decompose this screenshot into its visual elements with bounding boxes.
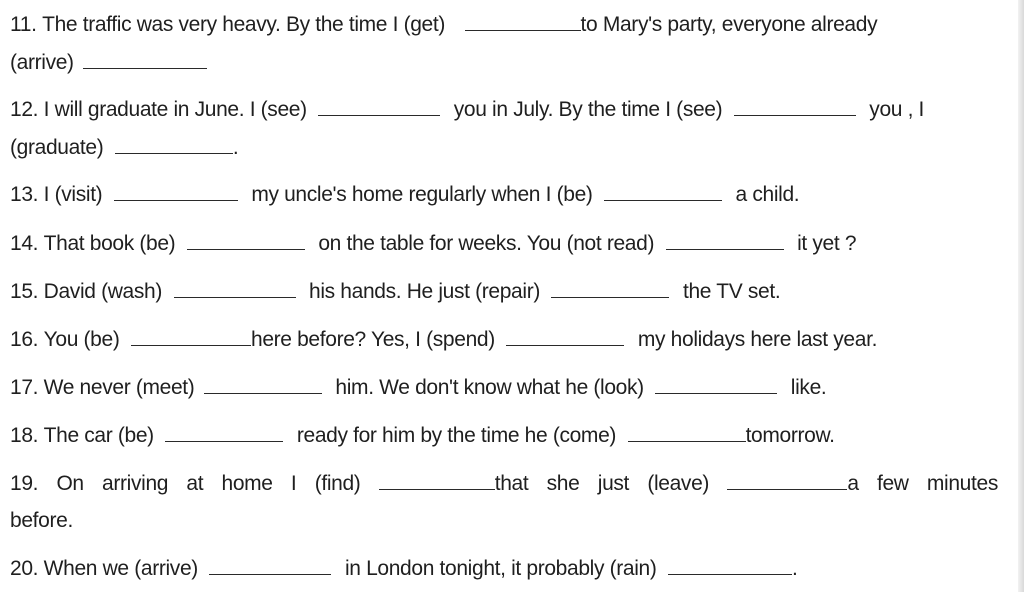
exercise-number: 11. xyxy=(10,13,37,36)
exercise-15-line xyxy=(10,279,780,305)
exercise-text: before. xyxy=(10,509,73,532)
exercise-text: (graduate) xyxy=(10,136,104,159)
exercise-19-line-1 xyxy=(10,471,998,497)
exercise-text: just xyxy=(597,472,630,495)
exercise-text: my holidays here last year. xyxy=(637,328,878,351)
exercise-number: 18. xyxy=(10,424,39,447)
answer-blank[interactable] xyxy=(666,231,784,250)
exercise-number: 17. xyxy=(10,376,39,399)
exercise-text: When we (arrive) xyxy=(43,557,198,580)
exercise-text: here before? Yes, I (spend) xyxy=(250,328,495,351)
answer-blank[interactable] xyxy=(465,12,581,31)
exercise-text: ready for him by the time he (come) xyxy=(296,424,617,447)
exercise-text: I xyxy=(290,472,297,495)
exercise-text: That book (be) xyxy=(43,232,176,255)
exercise-text: tomorrow. xyxy=(745,424,835,447)
exercise-text: (leave) xyxy=(647,472,710,495)
exercise-text: in London tonight, it probably (rain) xyxy=(344,557,657,580)
exercise-18-line xyxy=(10,423,835,449)
exercise-text: . xyxy=(232,136,239,159)
exercise-text: at xyxy=(186,472,204,495)
exercise-16-line xyxy=(10,327,877,353)
exercise-17-line xyxy=(10,375,826,401)
exercise-text: We never (meet) xyxy=(43,376,195,399)
exercise-text: you , I xyxy=(869,98,925,121)
answer-blank[interactable] xyxy=(209,556,331,575)
exercise-text: minutes xyxy=(926,472,998,495)
exercise-number: 14. xyxy=(10,232,39,255)
answer-blank[interactable] xyxy=(379,471,495,490)
answer-blank[interactable] xyxy=(668,556,792,575)
exercise-13-line xyxy=(10,182,799,208)
exercise-text: David (wash) xyxy=(43,280,162,303)
answer-blank[interactable] xyxy=(83,50,207,69)
exercise-text: you in July. By the time I (see) xyxy=(453,98,723,121)
exercise-text: On xyxy=(56,472,84,495)
exercise-number: 13. xyxy=(10,183,39,206)
exercise-text: my uncle's home regularly when I (be) xyxy=(251,183,593,206)
exercise-text: him. We don't know what he (look) xyxy=(335,376,644,399)
answer-blank[interactable] xyxy=(655,375,777,394)
exercise-text: to Mary's party, everyone already xyxy=(580,13,878,36)
exercise-text: I (visit) xyxy=(43,183,103,206)
answer-blank[interactable] xyxy=(604,182,722,201)
answer-blank[interactable] xyxy=(204,375,322,394)
exercise-19-line-2 xyxy=(10,508,73,534)
exercise-20-line xyxy=(10,556,798,582)
answer-blank[interactable] xyxy=(174,279,296,298)
exercise-14-line xyxy=(10,231,856,257)
exercise-text: on the table for weeks. You (not read) xyxy=(318,232,655,255)
exercise-number: 19. xyxy=(10,472,39,495)
answer-blank[interactable] xyxy=(114,182,238,201)
answer-blank[interactable] xyxy=(131,327,251,346)
exercise-11-line-2 xyxy=(10,50,207,76)
exercise-number: 16. xyxy=(10,328,39,351)
exercise-text: (arrive) xyxy=(10,51,74,74)
answer-blank[interactable] xyxy=(187,231,305,250)
exercise-text: like. xyxy=(790,376,827,399)
exercise-text: the TV set. xyxy=(682,280,781,303)
exercise-text: (find) xyxy=(314,472,361,495)
exercise-text: it yet ? xyxy=(797,232,857,255)
page-edge-shadow xyxy=(1018,0,1024,592)
exercise-text: You (be) xyxy=(43,328,120,351)
exercise-text: his hands. He just (repair) xyxy=(309,280,540,303)
exercise-text: The traffic was very heavy. By the time I (get) xyxy=(42,13,446,36)
exercise-text: arriving xyxy=(102,472,169,495)
exercise-text: The car (be) xyxy=(43,424,154,447)
exercise-number: 15. xyxy=(10,280,39,303)
exercise-text: she xyxy=(546,472,580,495)
answer-blank[interactable] xyxy=(628,423,746,442)
exercise-text: a xyxy=(847,472,859,495)
answer-blank[interactable] xyxy=(727,471,847,490)
answer-blank[interactable] xyxy=(734,97,856,116)
exercise-text: . xyxy=(792,557,798,580)
exercise-number: 20. xyxy=(10,557,39,580)
answer-blank[interactable] xyxy=(165,423,283,442)
answer-blank[interactable] xyxy=(318,97,440,116)
exercise-text: I will graduate in June. I (see) xyxy=(43,98,307,121)
exercise-text: a child. xyxy=(735,183,800,206)
answer-blank[interactable] xyxy=(551,279,669,298)
exercise-12-line-2 xyxy=(10,135,238,161)
exercise-text: home xyxy=(221,472,273,495)
exercise-text: few xyxy=(876,472,909,495)
exercise-12-line-1 xyxy=(10,97,924,123)
answer-blank[interactable] xyxy=(506,327,624,346)
answer-blank[interactable] xyxy=(115,135,233,154)
exercise-text: that xyxy=(494,472,529,495)
exercise-11-line-1 xyxy=(10,12,877,38)
exercise-number: 12. xyxy=(10,98,39,121)
